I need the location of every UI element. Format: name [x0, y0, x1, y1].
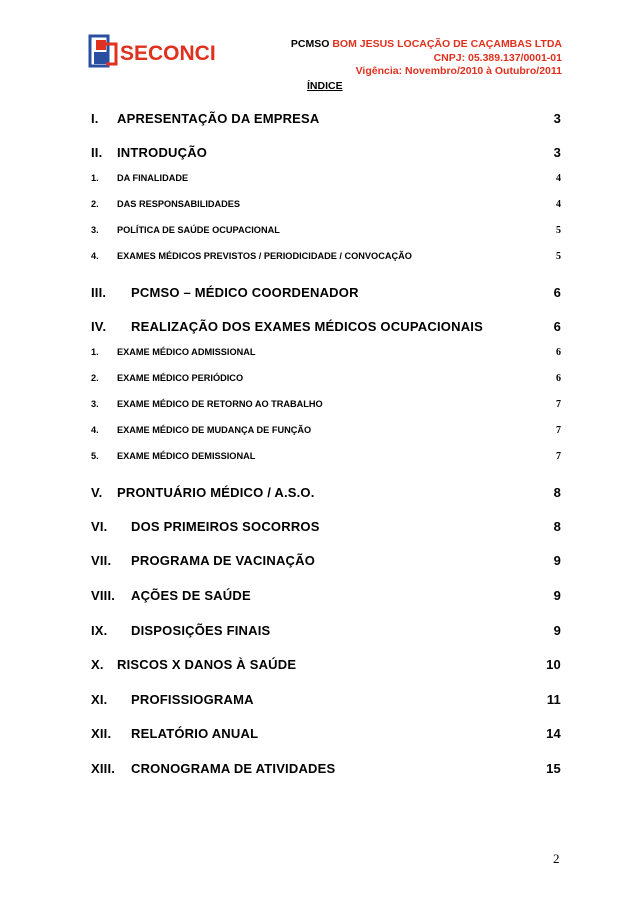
- toc-entry[interactable]: [91, 485, 561, 503]
- toc-entry[interactable]: [91, 173, 561, 191]
- header-cnpj: CNPJ: 05.389.137/0001-01: [433, 51, 562, 64]
- toc-entry-page: 7: [556, 451, 561, 462]
- toc-entry[interactable]: [91, 347, 561, 365]
- toc-entry-page: 4: [556, 199, 561, 210]
- toc-entry-page: 8: [553, 519, 561, 534]
- toc-entry-label: INTRODUÇÃO: [117, 145, 208, 160]
- toc-entry-label: CRONOGRAMA DE ATIVIDADES: [131, 761, 336, 776]
- toc-entry-number: 1.: [91, 173, 99, 183]
- toc-entry-number: IX.: [91, 623, 108, 638]
- toc-entry[interactable]: [91, 519, 561, 537]
- toc-entry-number: 4.: [91, 425, 99, 435]
- toc-entry-label: REALIZAÇÃO DOS EXAMES MÉDICOS OCUPACIONAIS: [131, 319, 483, 334]
- toc-entry-page: 8: [553, 485, 561, 500]
- logo-text: SECONCI: [120, 42, 216, 65]
- toc-entry[interactable]: [91, 553, 561, 571]
- toc-entry[interactable]: [91, 761, 561, 779]
- toc-entry[interactable]: [91, 657, 561, 675]
- page-number: 2: [553, 851, 560, 866]
- toc-entry[interactable]: [91, 425, 561, 443]
- toc-entry-label: APRESENTAÇÃO DA EMPRESA: [117, 111, 320, 126]
- toc-entry[interactable]: [91, 319, 561, 337]
- toc-entry[interactable]: [91, 399, 561, 417]
- toc-entry-number: IV.: [91, 319, 107, 334]
- toc-entry-page: 6: [556, 347, 561, 358]
- toc-entry-number: VIII.: [91, 588, 116, 603]
- toc-entry-number: 2.: [91, 373, 99, 383]
- toc-entry[interactable]: [91, 225, 561, 243]
- toc-entry-label: PROGRAMA DE VACINAÇÃO: [131, 553, 316, 568]
- toc-entry-number: X.: [91, 657, 104, 672]
- header-validity: Vigência: Novembro/2010 à Outubro/2011: [355, 65, 562, 77]
- toc-entry-page: 3: [553, 111, 561, 126]
- toc-entry-page: 6: [553, 285, 561, 300]
- document-header: [202, 38, 562, 79]
- header-prefix: PCMSO: [290, 38, 330, 50]
- toc-entry-page: 15: [546, 761, 561, 776]
- seconci-logo: [88, 30, 218, 74]
- toc-entry-number: III.: [91, 285, 107, 300]
- header-company: BOM JESUS LOCAÇÃO DE CAÇAMBAS LTDA: [332, 38, 562, 50]
- toc-entry[interactable]: [91, 623, 561, 641]
- toc-entry[interactable]: [91, 373, 561, 391]
- toc-entry-page: 5: [556, 251, 561, 262]
- toc-entry[interactable]: [91, 285, 561, 303]
- toc-entry-label: PCMSO – MÉDICO COORDENADOR: [131, 285, 359, 300]
- toc-entry-page: 9: [553, 588, 561, 603]
- toc-entry-page: 14: [546, 726, 561, 741]
- toc-entry-label: EXAME MÉDICO DE MUDANÇA DE FUNÇÃO: [117, 425, 312, 435]
- toc-entry[interactable]: [91, 251, 561, 269]
- toc-entry-page: 9: [553, 623, 561, 638]
- toc-entry-label: DAS RESPONSABILIDADES: [117, 199, 241, 209]
- toc-entry-label: EXAME MÉDICO ADMISSIONAL: [117, 347, 256, 357]
- toc-entry-page: 5: [556, 225, 561, 236]
- toc-entry-number: XIII.: [91, 761, 116, 776]
- toc-entry-number: 2.: [91, 199, 99, 209]
- toc-entry-page: 10: [546, 657, 561, 672]
- toc-entry-label: PRONTUÁRIO MÉDICO / A.S.O.: [117, 485, 315, 500]
- toc-entry-number: XI.: [91, 692, 108, 707]
- toc-entry-label: EXAME MÉDICO PERIÓDICO: [117, 373, 244, 383]
- toc-entry[interactable]: [91, 692, 561, 710]
- toc-entry-number: 5.: [91, 451, 99, 461]
- toc-entry-page: 6: [553, 319, 561, 334]
- toc-entry-label: PROFISSIOGRAMA: [131, 692, 254, 707]
- toc-entry-page: 4: [556, 173, 561, 184]
- toc-entry-number: 3.: [91, 399, 99, 409]
- toc-entry[interactable]: [91, 588, 561, 606]
- toc-entry-label: EXAMES MÉDICOS PREVISTOS / PERIODICIDADE / CONVOCAÇÃO: [117, 251, 412, 261]
- toc-entry-label: DOS PRIMEIROS SOCORROS: [131, 519, 320, 534]
- toc-entry-number: VI.: [91, 519, 108, 534]
- toc-entry-label: RELATÓRIO ANUAL: [131, 726, 259, 741]
- toc-entry-number: XII.: [91, 726, 112, 741]
- toc-entry-page: 3: [553, 145, 561, 160]
- toc-entry-page: 7: [556, 425, 561, 436]
- toc-entry[interactable]: [91, 199, 561, 217]
- toc-entry-page: 6: [556, 373, 561, 384]
- toc-entry-number: 1.: [91, 347, 99, 357]
- toc-entry-label: EXAME MÉDICO DEMISSIONAL: [117, 451, 256, 461]
- toc-entry[interactable]: [91, 111, 561, 129]
- toc-entry[interactable]: [91, 726, 561, 744]
- toc-entry-number: V.: [91, 485, 103, 500]
- toc-entry-label: EXAME MÉDICO DE RETORNO AO TRABALHO: [117, 399, 323, 409]
- toc-entry-page: 9: [553, 553, 561, 568]
- toc-entry-label: DA FINALIDADE: [117, 173, 189, 183]
- toc-entry-number: 3.: [91, 225, 99, 235]
- index-title: ÍNDICE: [307, 80, 343, 92]
- toc-entry-label: AÇÕES DE SAÚDE: [131, 588, 251, 603]
- toc-entry-label: DISPOSIÇÕES FINAIS: [131, 623, 271, 638]
- toc-entry[interactable]: [91, 145, 561, 163]
- toc-entry[interactable]: [91, 451, 561, 469]
- toc-entry-page: 11: [546, 692, 561, 707]
- toc-entry-page: 7: [556, 399, 561, 410]
- toc-entry-number: VII.: [91, 553, 112, 568]
- toc-entry-label: POLÍTICA DE SAÚDE OCUPACIONAL: [117, 225, 280, 235]
- toc-entry-number: II.: [91, 145, 103, 160]
- toc-entry-number: 4.: [91, 251, 99, 261]
- toc-entry-label: RISCOS X DANOS À SAÚDE: [117, 657, 297, 672]
- toc-entry-number: I.: [91, 111, 99, 126]
